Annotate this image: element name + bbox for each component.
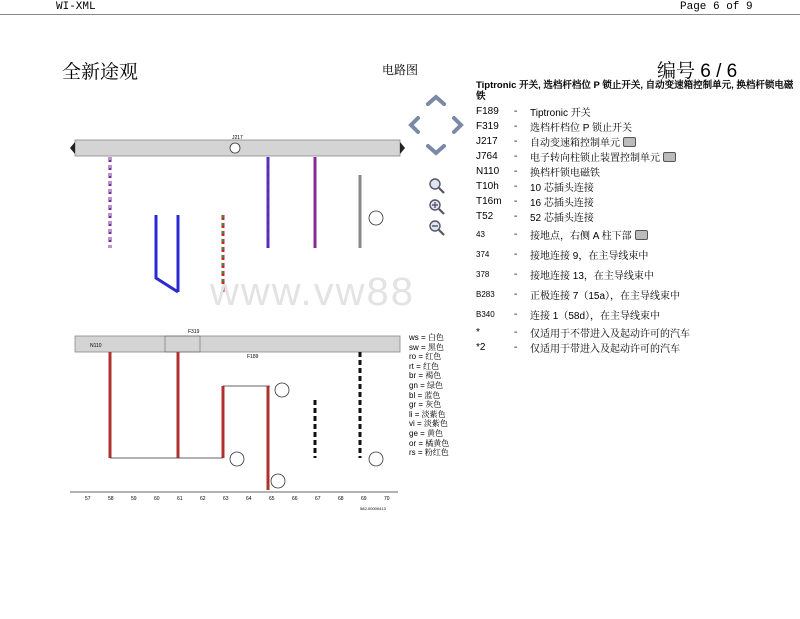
legend-text: Tiptronic 开关: [530, 108, 591, 119]
ground-circle-378: [275, 383, 289, 397]
legend-code: *: [476, 327, 480, 338]
legend-item: J764 - 电子转向柱锁止装置控制单元: [476, 149, 796, 164]
legend-item: 43 - 接地点，右侧 A 柱下部: [476, 227, 796, 242]
legend-item: * - 仅适用于不带进入及起动许可的汽车: [476, 327, 690, 340]
wire-bl-vi: [156, 215, 178, 292]
wire-color-entry: gr = 灰色: [409, 400, 442, 410]
legend-item: T10h - 10 芯插头连接: [476, 181, 594, 194]
zoom-fit-icon[interactable]: [430, 179, 444, 193]
legend-item: F189 - Tiptronic 开关: [476, 106, 591, 119]
column-number: 66: [292, 496, 298, 502]
column-number: 60: [154, 496, 160, 502]
ground-circle-b340: [369, 211, 383, 225]
legend-text: 接地点，右侧 A 柱下部: [530, 231, 632, 242]
header-page: Page 6 of 9: [680, 1, 753, 13]
wire-color-entry: gn = 绿色: [409, 380, 444, 390]
legend-item: B340 - 连接 1（58d），在主导线束中: [476, 309, 661, 322]
legend-code: F319: [476, 121, 499, 132]
arrow-left-icon[interactable]: [411, 118, 418, 132]
zoom-in-icon[interactable]: [430, 200, 444, 214]
wire-color-entry: li = 淡紫色: [409, 409, 446, 419]
zoom-tools: [427, 178, 449, 238]
ground-circle-b283: [369, 452, 383, 466]
component-legend: [476, 80, 796, 355]
diagram-ref-number: 582-00000413: [360, 506, 386, 511]
wire-color-entry: sw = 黑色: [409, 342, 444, 352]
legend-heading: Tiptronic 开关, 选档杆档位 P 锁止开关, 自动变速箱控制单元, 换档杆锁电磁铁: [476, 80, 794, 102]
component-label-n110: N110: [90, 343, 102, 349]
legend-code: J217: [476, 136, 498, 147]
legend-item: 378 - 接地连接 13，在主导线束中: [476, 269, 654, 282]
wire-color-entry: br = 褐色: [409, 371, 442, 381]
legend-code: F189: [476, 106, 499, 117]
wire-color-entry: or = 橘黄色: [409, 438, 450, 448]
wire-color-entry: ge = 黄色: [409, 428, 444, 438]
legend-text: 电子转向柱锁止装置控制单元: [530, 153, 660, 164]
legend-item: T16m - 16 芯插头连接: [476, 196, 594, 209]
legend-text: 自动变速箱控制单元: [530, 138, 620, 149]
legend-code: 374: [476, 250, 490, 259]
legend-item: 374 - 接地连接 9，在主导线束中: [476, 249, 649, 262]
wire-color-entry: rs = 粉红色: [409, 448, 449, 458]
camera-icon[interactable]: [663, 152, 676, 162]
legend-text: 选档杆档位 P 锁止开关: [530, 123, 633, 134]
wire-color-entry: vi = 淡紫色: [409, 419, 448, 429]
column-number: 59: [131, 496, 137, 502]
legend-code: T10h: [476, 181, 499, 192]
legend-code: T52: [476, 211, 494, 222]
legend-code: N110: [476, 166, 500, 177]
camera-icon[interactable]: [635, 230, 648, 240]
column-number: 61: [177, 496, 183, 502]
page-number: 编号 6 / 6: [657, 61, 738, 82]
legend-code: *2: [476, 342, 486, 353]
legend-code: 43: [476, 230, 485, 239]
legend-item: *2 - 仅适用于带进入及起动许可的汽车: [476, 342, 680, 355]
bar-arrow-right-icon: [400, 142, 405, 154]
column-number: 63: [223, 496, 229, 502]
legend-item: N110 - 换档杆锁电磁铁: [476, 166, 600, 179]
component-label-j217: J217: [232, 135, 243, 141]
column-number: 69: [361, 496, 367, 502]
column-numbers: [85, 496, 390, 502]
legend-text: 正极连接 7（15a），在主导线束中: [530, 291, 681, 302]
legend-item: B283 - 正极连接 7（15a），在主导线束中: [476, 289, 681, 302]
column-number: 58: [108, 496, 114, 502]
page-title: 全新途观: [62, 62, 139, 83]
legend-text: 16 芯插头连接: [530, 198, 594, 209]
legend-code: B283: [476, 290, 495, 299]
ground-circle-374: [230, 452, 244, 466]
column-number: 68: [338, 496, 344, 502]
ground-circle-43: [271, 474, 285, 488]
legend-text: 连接 1（58d），在主导线束中: [530, 311, 661, 322]
legend-text: 10 芯插头连接: [530, 183, 594, 194]
solenoid-bar: [75, 336, 400, 352]
print-header: [0, 0, 800, 14]
arrow-up-icon[interactable]: [428, 97, 444, 104]
legend-text: 接地连接 9，在主导线束中: [530, 251, 649, 262]
bar-arrow-left-icon: [70, 142, 75, 154]
legend-item: T52 - 52 芯插头连接: [476, 211, 594, 224]
wiring-diagram: [70, 130, 405, 515]
camera-icon[interactable]: [623, 137, 636, 147]
column-number: 62: [200, 496, 206, 502]
legend-item: J217 - 自动变速箱控制单元: [476, 134, 796, 149]
legend-code: 378: [476, 270, 490, 279]
component-label-f319: F319: [188, 329, 200, 335]
legend-code: J764: [476, 151, 498, 162]
component-label-f189: F189: [247, 354, 259, 360]
wire-color-entry: rt = 红色: [409, 361, 440, 371]
legend-text: 仅适用于不带进入及起动许可的汽车: [530, 329, 690, 340]
page-subtitle: 电路图: [382, 63, 419, 77]
legend-item: F319 - 选档杆档位 P 锁止开关: [476, 121, 633, 134]
watermark: www.vw88: [210, 270, 415, 314]
wire-color-table: [409, 333, 449, 458]
column-number: 67: [315, 496, 321, 502]
column-number: 65: [269, 496, 275, 502]
legend-code: T16m: [476, 196, 502, 207]
header-left: WI-XML: [56, 1, 96, 13]
zoom-out-icon[interactable]: [430, 221, 444, 235]
wire-color-entry: ws = 白色: [409, 333, 444, 342]
ground-symbol-icon: [230, 143, 240, 153]
legend-text: 52 芯插头连接: [530, 213, 594, 224]
legend-text: 换档杆锁电磁铁: [530, 168, 600, 179]
legend-text: 接地连接 13，在主导线束中: [530, 271, 654, 282]
legend-text: 仅适用于带进入及起动许可的汽车: [530, 344, 680, 355]
column-number: 64: [246, 496, 252, 502]
legend-code: B340: [476, 310, 495, 319]
arrow-right-icon[interactable]: [454, 118, 461, 132]
wire-color-entry: ro = 红色: [409, 352, 442, 362]
column-number: 57: [85, 496, 91, 502]
navigation-pad: [406, 92, 466, 162]
wire-color-entry: bl = 蓝色: [409, 390, 441, 400]
header-divider: [0, 14, 800, 15]
column-number: 70: [384, 496, 390, 502]
arrow-down-icon[interactable]: [428, 146, 444, 153]
